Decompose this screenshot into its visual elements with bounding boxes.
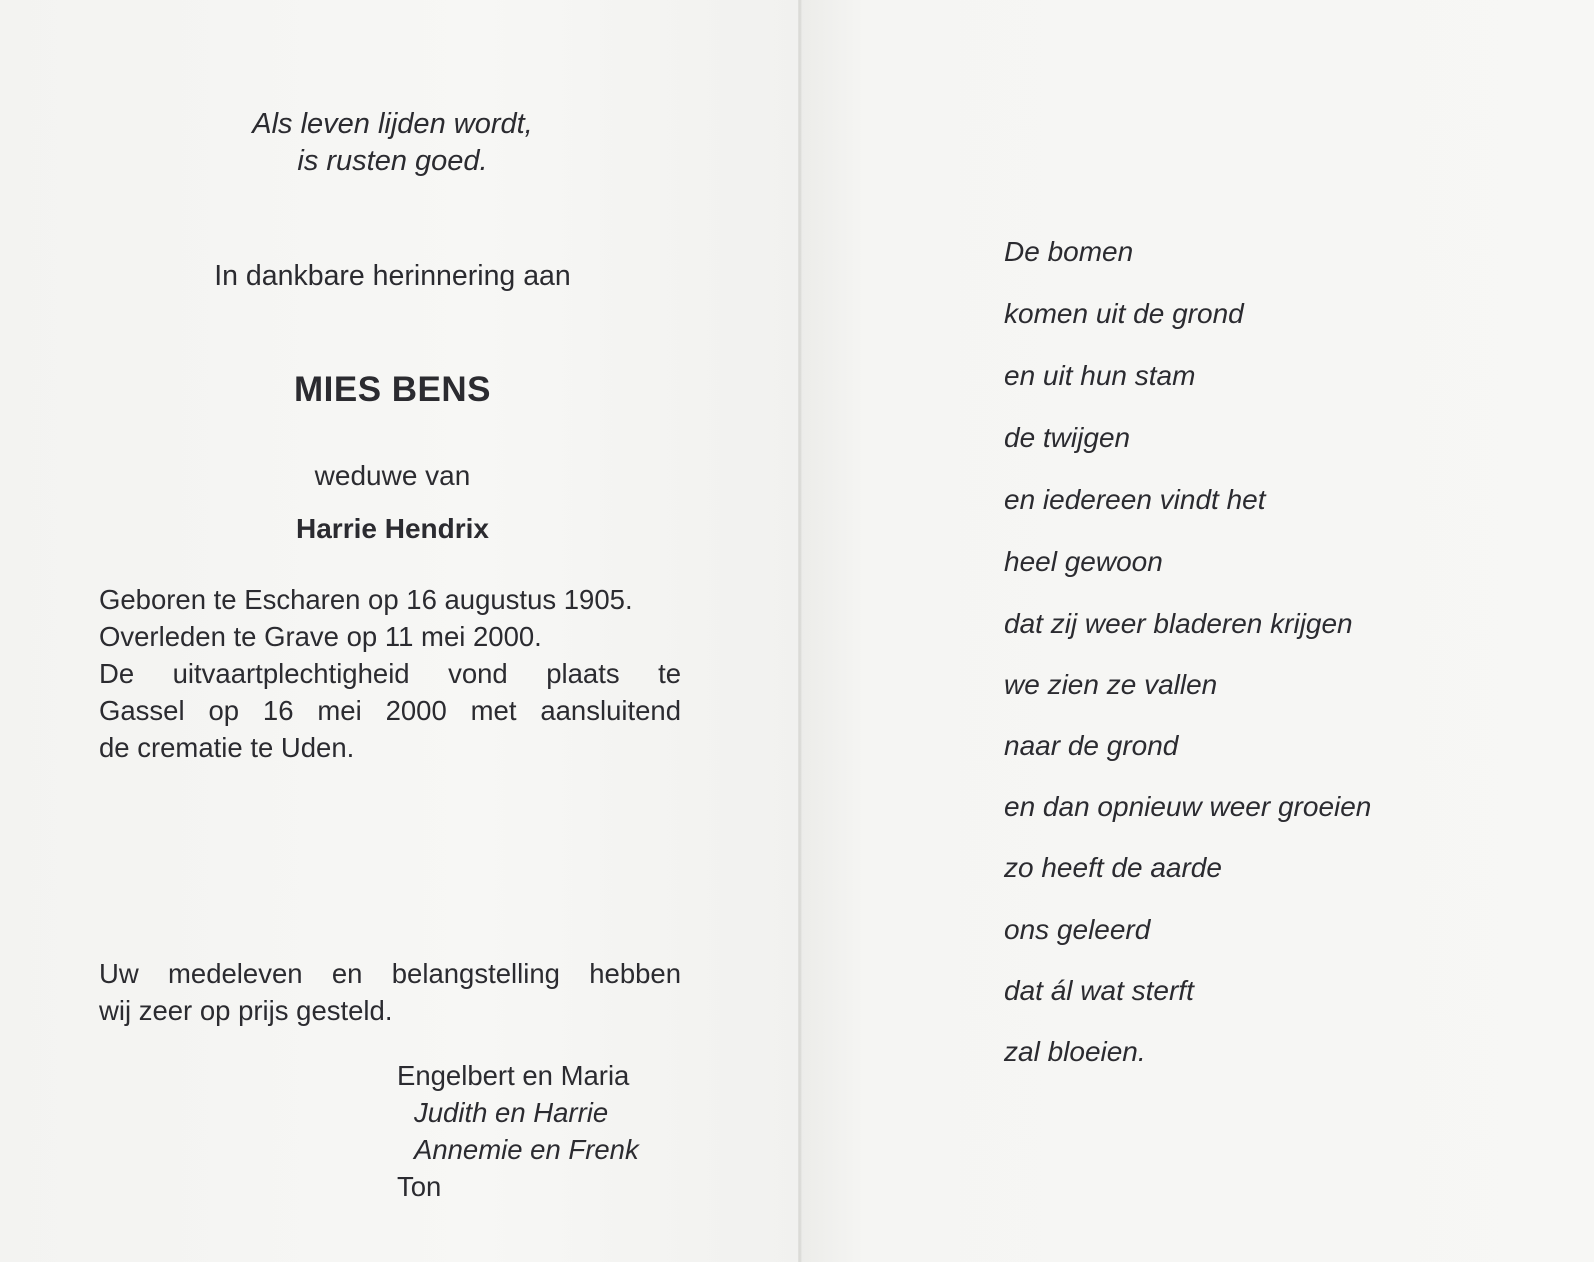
card-fold	[798, 0, 802, 1262]
poem-line: heel gewoon	[1004, 546, 1163, 577]
poem-line: ons geleerd	[1004, 914, 1151, 945]
spouse-name: Harrie Hendrix	[296, 513, 489, 544]
poem-line: komen uit de grond	[1004, 298, 1244, 329]
poem-line: we zien ze vallen	[1004, 669, 1218, 700]
poem-line: en iedereen vindt het	[1004, 484, 1266, 515]
motto-line-2: is rusten goed.	[297, 145, 488, 177]
funeral-line-2: Gassel op 16 mei 2000 met aansluitend	[99, 695, 681, 726]
thanks-line-2: wij zeer op prijs gesteld.	[99, 995, 393, 1026]
family-line-1: Engelbert en Maria	[397, 1060, 630, 1091]
funeral-line-3: de crematie te Uden.	[99, 732, 355, 763]
poem-line: dat ál wat sterft	[1004, 975, 1194, 1006]
deceased-name: MIES BENS	[293, 370, 492, 409]
family-line-4: Ton	[397, 1171, 442, 1202]
poem-line: de twijgen	[1004, 422, 1131, 453]
family-line-3: Annemie en Frenk	[414, 1134, 639, 1165]
relation-text: weduwe van	[314, 460, 471, 491]
poem-line: en uit hun stam	[1004, 360, 1196, 391]
thanks-line-1: Uw medeleven en belangstelling hebben	[99, 958, 681, 989]
funeral-line-1: De uitvaartplechtigheid vond plaats te	[99, 658, 681, 689]
death-line: Overleden te Grave op 11 mei 2000.	[99, 621, 542, 652]
poem-line: en dan opnieuw weer groeien	[1004, 791, 1372, 822]
thanks-paragraph	[99, 955, 681, 1029]
poem-line: naar de grond	[1004, 730, 1179, 761]
poem-line: zo heeft de aarde	[1004, 852, 1222, 883]
poem-line: zal bloeien.	[1004, 1036, 1146, 1067]
family-line-2: Judith en Harrie	[414, 1097, 609, 1128]
birth-line: Geboren te Escharen op 16 augustus 1905.	[99, 584, 633, 615]
poem-line: De bomen	[1004, 236, 1134, 267]
motto-line-1: Als leven lijden wordt,	[252, 108, 533, 140]
poem-line: dat zij weer bladeren krijgen	[1004, 608, 1353, 639]
life-details	[99, 581, 681, 766]
intro-text: In dankbare herinnering aan	[214, 260, 571, 292]
